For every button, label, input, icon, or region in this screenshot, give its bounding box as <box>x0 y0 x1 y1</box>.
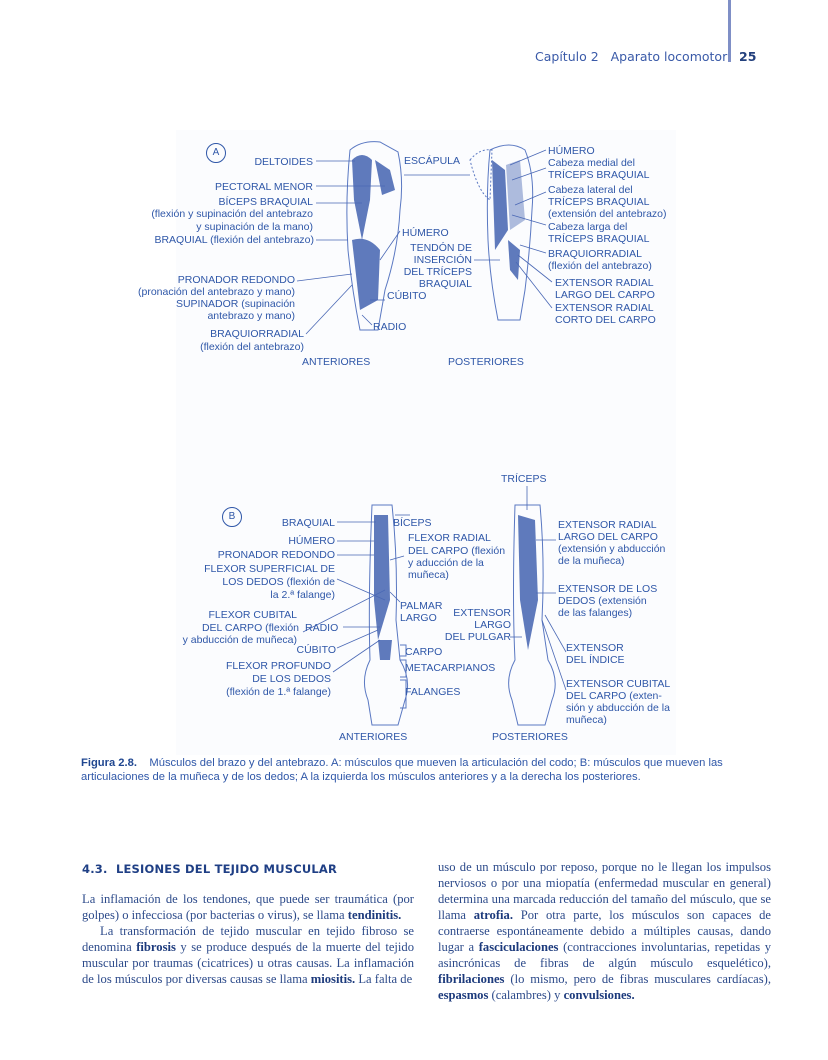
label-palmar-1: PALMAR <box>400 600 443 612</box>
text-run: Por otra parte, los músculos son capaces de contraerse espontáneamente debido a múltiples causas, dando lugar a <box>438 908 771 954</box>
label-braquiorradial-a-desc: (flexión del antebrazo) <box>200 341 304 353</box>
label-tendon-1: TENDÓN DE <box>410 242 472 254</box>
label-radio-b: RADIO <box>305 622 339 634</box>
label-tendon-4: BRAQUIAL <box>418 278 472 290</box>
term-miositis: miositis. <box>310 972 356 986</box>
label-falanges: FALANGES <box>405 686 461 698</box>
label-tendon-3: DEL TRÍCEPS <box>403 266 472 278</box>
label-ext-radial-largo-1: EXTENSOR RADIAL <box>555 277 654 289</box>
label-flexor-radial-2: DEL CARPO (flexión <box>408 545 506 557</box>
label-humero-post: HÚMERO <box>548 145 595 157</box>
label-flexor-sup-3: la 2.ª falange) <box>270 589 335 601</box>
label-radio-a: RADIO <box>373 321 407 333</box>
label-cabeza-medial: Cabeza medial del <box>548 157 635 169</box>
label-ext-largo-pulgar-2: LARGO <box>474 619 511 631</box>
label-ext-indice-2: DEL ÍNDICE <box>566 654 625 666</box>
label-ext-radial-corto-1: EXTENSOR RADIAL <box>555 302 654 314</box>
label-triceps-2: TRÍCEPS BRAQUIAL <box>548 196 650 208</box>
label-tendon-2: INSERCIÓN <box>413 254 472 266</box>
label-ext-radial-largo-b-1: EXTENSOR RADIAL <box>558 519 657 531</box>
label-braquial: BRAQUIAL (flexión del antebrazo) <box>154 234 314 246</box>
label-biceps-b: BÍCEPS <box>393 517 432 529</box>
panel-b-posteriores: POSTERIORES <box>492 731 568 743</box>
label-carpo: CARPO <box>405 646 443 658</box>
label-ext-largo-pulgar-3: DEL PULGAR <box>444 631 511 643</box>
label-cubito-a: CÚBITO <box>387 290 427 302</box>
text-run: (calambres) y <box>488 988 564 1002</box>
label-ext-radial-largo-2: LARGO DEL CARPO <box>555 289 655 301</box>
label-pronador-redondo: PRONADOR REDONDO <box>177 274 295 286</box>
label-supinador: SUPINADOR (supinación <box>175 298 295 310</box>
paragraph-fibrosis <box>82 923 414 987</box>
label-braquiorradial-a: BRAQUIORRADIAL <box>210 328 304 340</box>
label-triceps-3: TRÍCEPS BRAQUIAL <box>548 233 650 245</box>
label-ext-dedos-3: de las falanges) <box>558 607 633 619</box>
figure-caption-label: Figura 2.8. <box>81 757 137 769</box>
label-biceps-desc-2: y supinación de la mano) <box>196 221 313 233</box>
label-flexor-profundo-1: FLEXOR PROFUNDO <box>225 660 331 672</box>
label-ext-cubital-1: EXTENSOR CUBITAL <box>566 678 671 690</box>
label-triceps-b: TRÍCEPS <box>501 473 547 485</box>
label-ext-indice-1: EXTENSOR <box>566 642 624 654</box>
label-ext-cubital-2: DEL CARPO (exten- <box>566 690 662 702</box>
label-braquiorradial-post: BRAQUIORRADIAL <box>548 248 642 260</box>
term-tendinitis: tendinitis. <box>347 908 402 922</box>
label-ext-radial-corto-2: CORTO DEL CARPO <box>555 314 656 326</box>
label-escapula: ESCÁPULA <box>404 155 461 167</box>
label-flexor-sup-1: FLEXOR SUPERFICIAL DE <box>204 563 335 575</box>
section-heading: 4.3. LESIONES DEL TEJIDO MUSCULAR <box>82 862 338 876</box>
panel-a-posteriores: POSTERIORES <box>448 356 524 368</box>
label-cubito-b: CÚBITO <box>296 644 336 656</box>
term-espasmos: espasmos <box>438 988 489 1002</box>
label-supinador-desc: antebrazo y mano) <box>207 310 295 322</box>
text-run: (lo mismo, pero de fibras musculares cardíacas), <box>504 972 771 986</box>
label-braquial-b: BRAQUIAL <box>281 517 335 529</box>
term-fasciculaciones: fasciculaciones <box>478 940 559 954</box>
label-pronador-desc: (pronación del antebrazo y mano) <box>137 286 295 298</box>
running-header-chapter: Capítulo 2 Aparato locomotor <box>535 49 728 64</box>
text-run: La falta de <box>355 972 413 986</box>
label-biceps-braquial: BÍCEPS BRAQUIAL <box>218 196 313 208</box>
figure-caption <box>81 756 781 784</box>
label-flexor-radial-4: muñeca) <box>408 569 449 581</box>
label-humero-b: HÚMERO <box>288 535 335 547</box>
label-flexor-radial-3: y aducción de la <box>408 557 484 569</box>
paragraph-tendinitis <box>82 891 414 923</box>
text-run: uso de un músculo por reposo, porque no le llegan los impulsos nerviosos o por una miopatía (enfermedad muscular en general) determina una marcada reducción del tamaño del músculo, que se llama <box>438 860 771 922</box>
panel-b-marker: B <box>222 507 242 527</box>
label-flexor-cubital-2: DEL CARPO (flexión <box>201 622 299 634</box>
label-ext-dedos-1: EXTENSOR DE LOS <box>558 583 658 595</box>
body-column-left <box>82 891 414 987</box>
term-fibrilaciones: fibrilaciones <box>438 972 505 986</box>
label-triceps-desc: (extensión del antebrazo) <box>548 208 667 220</box>
label-flexor-cubital-3: y abducción de muñeca) <box>182 634 297 646</box>
label-ext-dedos-2: DEDOS (extensión <box>558 595 647 607</box>
panel-a-anteriores: ANTERIORES <box>302 356 371 368</box>
label-palmar-2: LARGO <box>400 612 437 624</box>
panel-a-marker: A <box>206 143 226 163</box>
body-column-right <box>438 859 771 1003</box>
label-flexor-cubital-1: FLEXOR CUBITAL <box>208 609 297 621</box>
label-triceps-1: TRÍCEPS BRAQUIAL <box>548 169 650 181</box>
label-deltoides: DELTOIDES <box>254 156 313 168</box>
label-ext-radial-largo-b-2: LARGO DEL CARPO <box>558 531 658 543</box>
label-flexor-profundo-3: (flexión de 1.ª falange) <box>226 686 331 698</box>
text-run: La inflamación de los tendones, que puede ser traumática (por golpes) o infecciosa (por bacterias o virus), se llama <box>82 892 414 922</box>
text-run: La transformación de tejido muscular en tejido fibroso se denomina <box>82 924 414 954</box>
label-pectoral-menor: PECTORAL MENOR <box>214 181 313 193</box>
label-biceps-desc-1: (flexión y supinación del antebrazo <box>151 208 313 220</box>
label-ext-cubital-4: muñeca) <box>566 714 607 726</box>
label-ext-cubital-3: sión y abducción de la <box>566 702 670 714</box>
label-flexor-profundo-2: DE LOS DEDOS <box>252 673 331 685</box>
label-metacarpianos: METACARPIANOS <box>405 662 496 674</box>
term-fibrosis: fibrosis <box>136 940 176 954</box>
figure-caption-text: Músculos del brazo y del antebrazo. A: músculos que mueven la articulación del codo; B: músculos que mueven las articulaciones de la muñeca y de los dedos; A la izquierda los músculos anteriores y a la derecha los posteriores. <box>81 757 723 783</box>
label-braquiorradial-post-desc: (flexión del antebrazo) <box>548 260 652 272</box>
page-number: 25 <box>739 49 757 64</box>
panel-b-anteriores: ANTERIORES <box>339 731 408 743</box>
label-flexor-radial-1: FLEXOR RADIAL <box>408 532 491 544</box>
label-pronador-b: PRONADOR REDONDO <box>217 549 335 561</box>
label-ext-largo-pulgar-1: EXTENSOR <box>453 607 511 619</box>
term-atrofia: atrofia. <box>473 908 513 922</box>
text-run: (contracciones involuntarias, repetidas y asincrónicas de fibras de algún músculo esquelético), <box>438 940 772 970</box>
label-humero-a: HÚMERO <box>402 227 449 239</box>
paragraph-atrofia <box>438 859 771 1003</box>
label-cabeza-larga: Cabeza larga del <box>548 221 628 233</box>
label-cabeza-lateral: Cabeza lateral del <box>548 184 633 196</box>
term-convulsiones: convulsiones. <box>563 988 635 1002</box>
label-flexor-sup-2: LOS DEDOS (flexión de <box>222 576 335 588</box>
text-run: y se produce después de la muerte del tejido muscular por traumas (cicatrices) u otras causas. La inflamación de los músculos por diversas causas se llama <box>82 940 415 986</box>
label-ext-radial-largo-b-4: de la muñeca) <box>558 555 625 567</box>
label-ext-radial-largo-b-3: (extensión y abducción <box>558 543 666 555</box>
